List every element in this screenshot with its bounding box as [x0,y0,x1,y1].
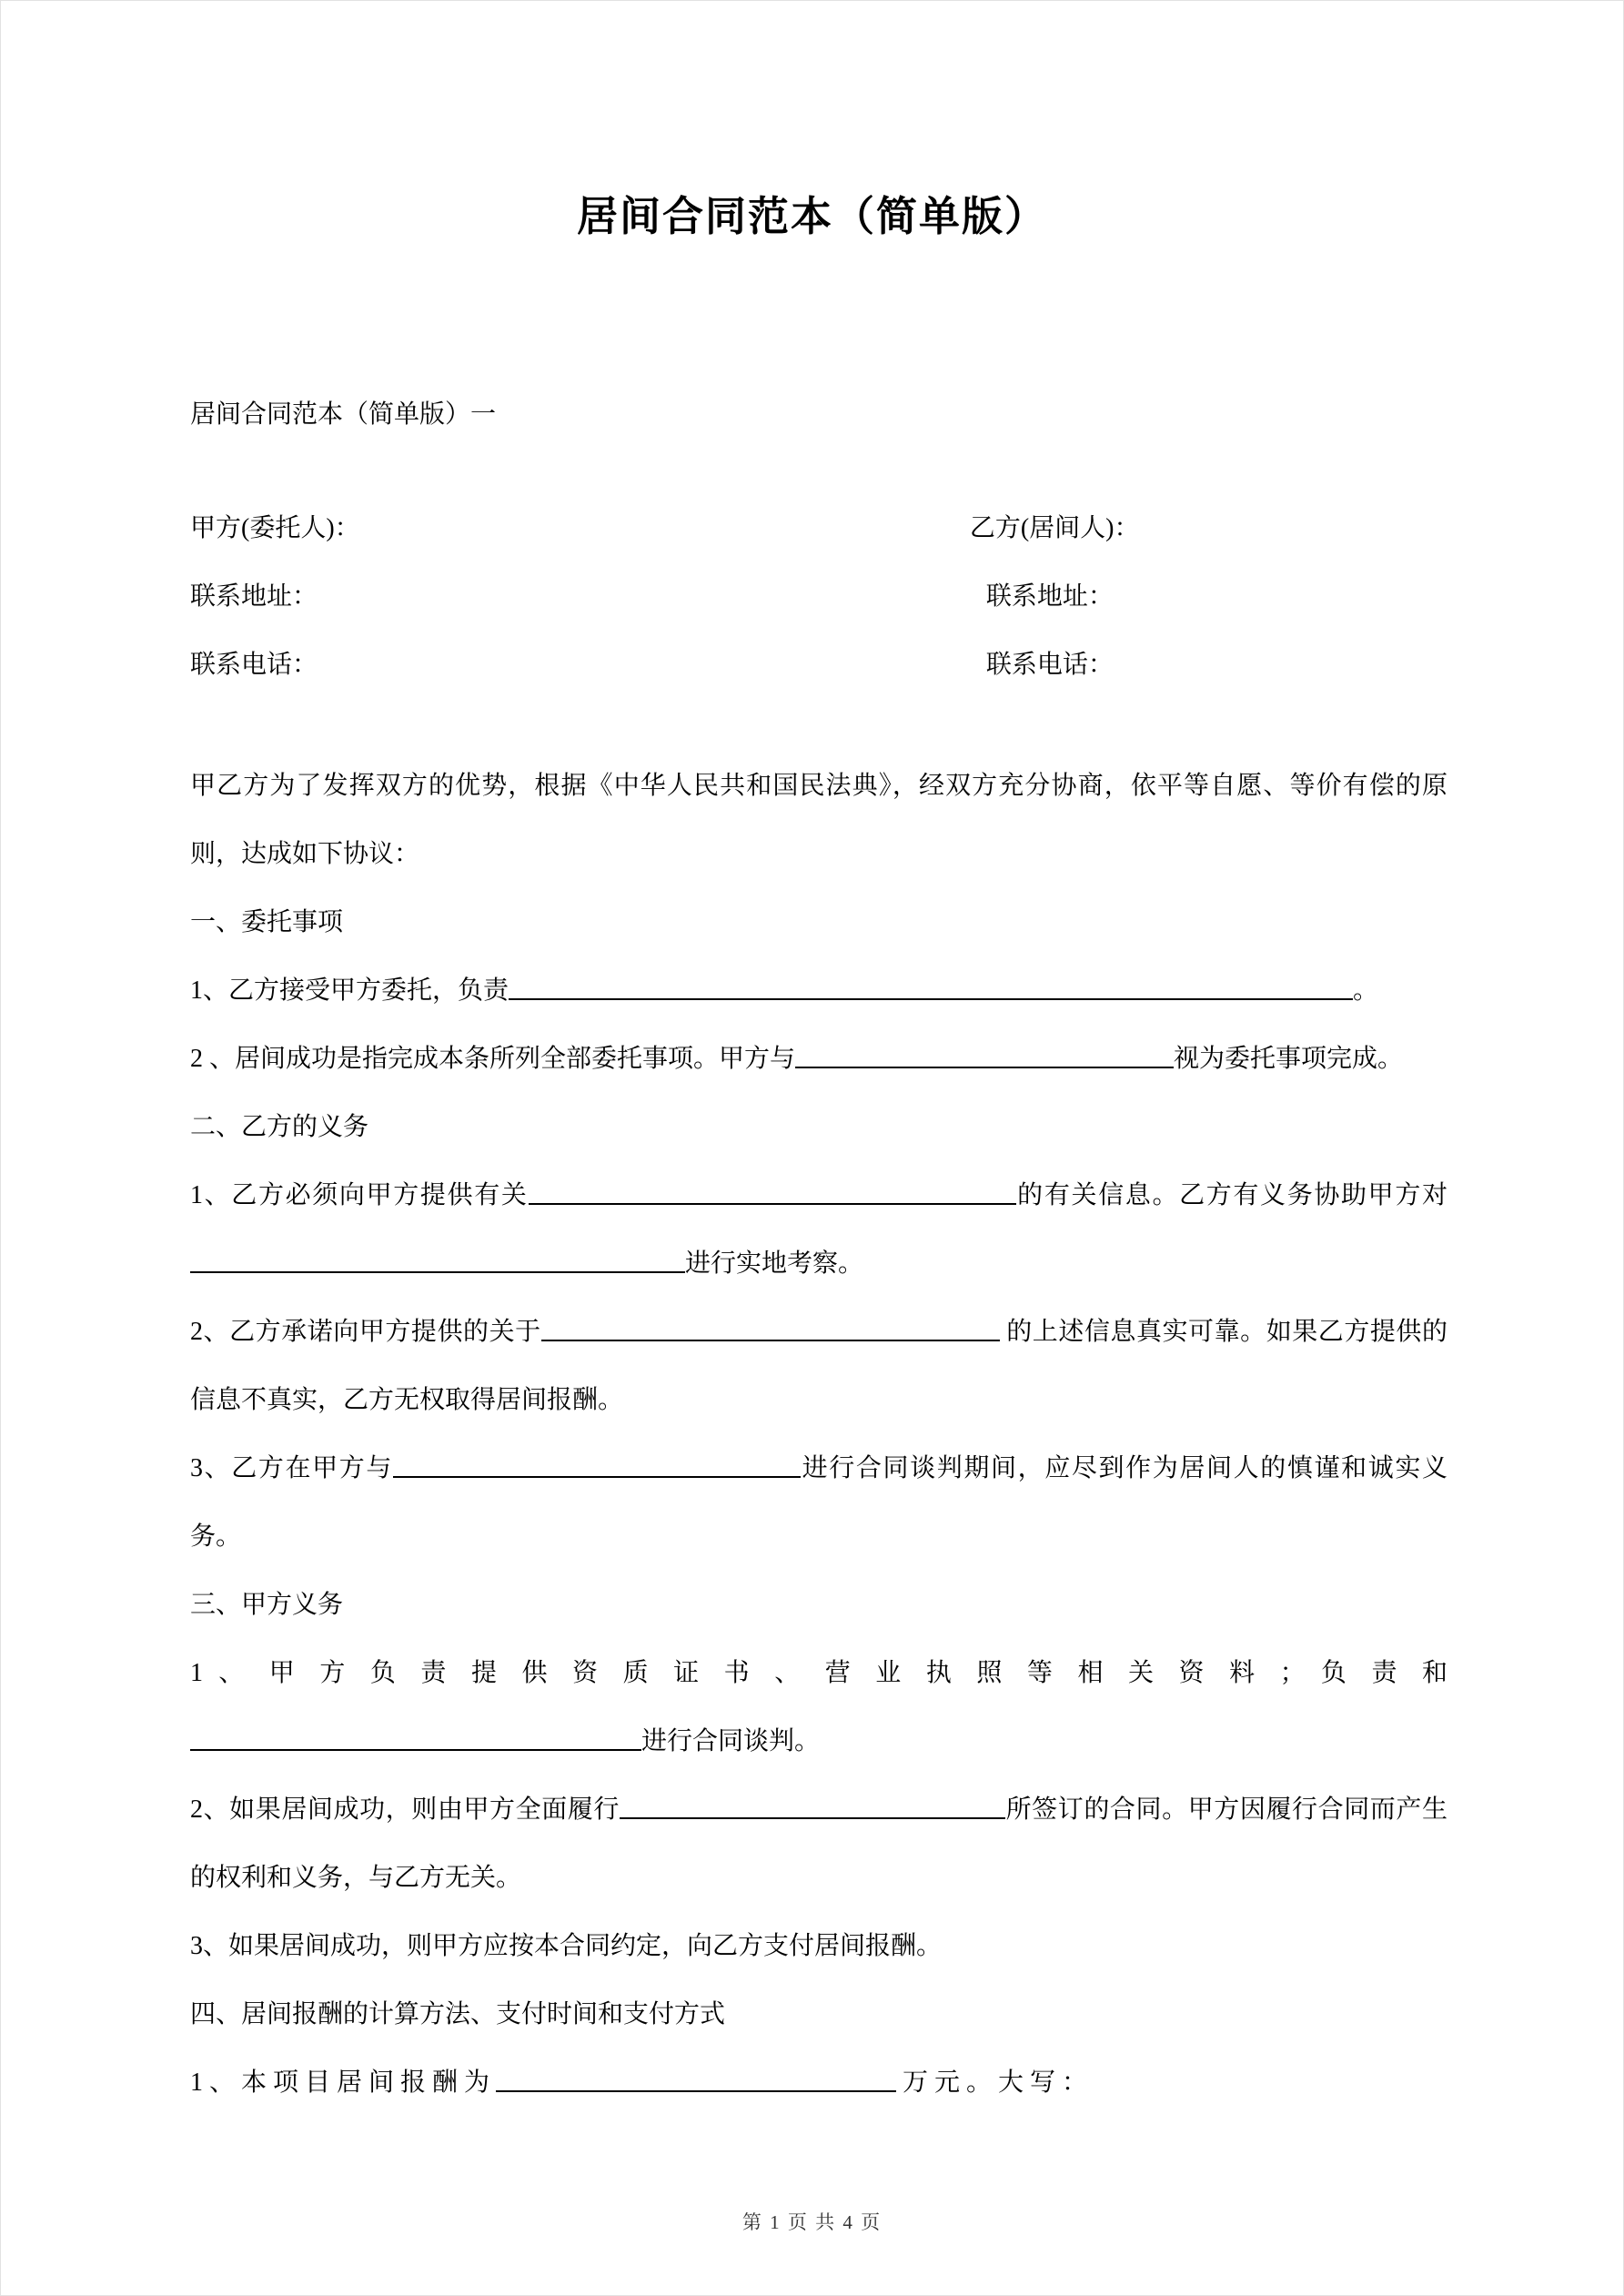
text-run: 进行合同谈判。 [641,1726,821,1755]
paragraph-clause-4-1 [190,2048,1447,2117]
text-run: 2 、居间成功是指完成本条所列全部委托事项。甲方与 [190,1044,796,1073]
paragraph-preamble [190,752,1447,888]
text-run: 甲乙方为了发挥双方的优势，根据《中华人民共和国民法典》，经双方充分协商，依平等自愿、等价有偿的原则，达成如下协议： [190,771,1447,868]
party-row-address [190,562,1447,631]
party-a-label: 甲方(委托人)： [190,513,360,542]
party-row-names [190,494,1447,562]
document-subtitle: 居间合同范本（简单版）一 [190,400,497,429]
fill-in-blank-line [190,1748,641,1751]
text-run: 的有关信息。乙方有义务协助甲方对 [1015,1180,1447,1209]
text-run: 2、如果居间成功，则由甲方全面履行 [190,1795,620,1824]
fill-in-blank-line [190,1270,685,1273]
document-content [190,380,1447,2117]
fill-in-blank-line [795,1066,1174,1068]
text-run: 万 元 。 大 写 ： [896,2068,1088,2097]
text-run: 一、委托事项 [190,907,344,936]
fill-in-blank-line [620,1816,1005,1819]
document-title: 居间合同范本（简单版） [576,194,1047,239]
party-row-phone [190,631,1447,699]
paragraph-clause-3-3 [190,1912,1447,1980]
paragraph-clause-3-2 [190,1775,1447,1912]
page-footer: 第 1 页 共 4 页 [741,2211,883,2233]
text-run: 3、如果居间成功，则甲方应按本合同约定，向乙方支付居间报酬。 [190,1931,943,1960]
text-run: 1、乙方接受甲方委托，负责 [190,976,509,1005]
text-run: 1 、 甲 方 负 责 提 供 资 质 证 书 、 营 业 执 照 等 相 关 资 料 ； 负 责 和 [190,1658,1447,1687]
document-body [190,752,1447,2117]
party-a-phone-label: 联系电话： [190,650,318,679]
paragraph-section-4-heading [190,1980,1447,2048]
text-run: 的上述信息真实可靠。如果乙方提供的信息不真实，乙方无权取得居间报酬。 [190,1317,1447,1414]
paragraph-clause-3-1 [190,1639,1447,1775]
text-run: 进行实地考察。 [685,1249,864,1278]
text-run: 四、居间报酬的计算方法、支付时间和支付方式 [190,1999,726,2028]
party-b-address-label: 联系地址： [985,582,1114,611]
text-run: 1、乙方必须向甲方提供有关 [190,1180,529,1209]
text-run: 2、乙方承诺向甲方提供的关于 [190,1317,541,1346]
paragraph-clause-2-3 [190,1434,1447,1571]
fill-in-blank-line [529,1202,1016,1205]
fill-in-blank-line [541,1339,1000,1341]
text-run: 1 、 本 项 目 居 间 报 酬 为 [190,2068,497,2097]
parties-block [190,494,1447,699]
paragraph-section-2-heading [190,1093,1447,1161]
text-run: 三、甲方义务 [190,1590,344,1619]
text-run: 进行合同谈判期间，应尽到作为居间人的慎谨和诚实义务。 [190,1453,1447,1551]
paragraph-clause-2-2 [190,1298,1447,1434]
paragraph-clause-1-1 [190,956,1447,1025]
party-a-address-label: 联系地址： [190,582,318,611]
paragraph-clause-1-2 [190,1025,1447,1093]
text-run: 所签订的合同。甲方因履行合同而产生的权利和义务，与乙方无关。 [190,1795,1447,1892]
paragraph-section-3-heading [190,1571,1447,1639]
party-b-label: 乙方(居间人)： [969,513,1140,542]
text-run: 。 [1353,976,1379,1005]
fill-in-blank-line [496,2089,896,2092]
paragraph-section-1-heading [190,888,1447,956]
paragraph-clause-2-1 [190,1161,1447,1298]
party-b-phone-label: 联系电话： [985,650,1114,679]
fill-in-blank-line [393,1475,801,1478]
text-run: 二、乙方的义务 [190,1112,369,1141]
text-run: 视为委托事项完成。 [1174,1044,1404,1073]
fill-in-blank-line [509,997,1353,1000]
text-run: 3、乙方在甲方与 [190,1453,393,1482]
